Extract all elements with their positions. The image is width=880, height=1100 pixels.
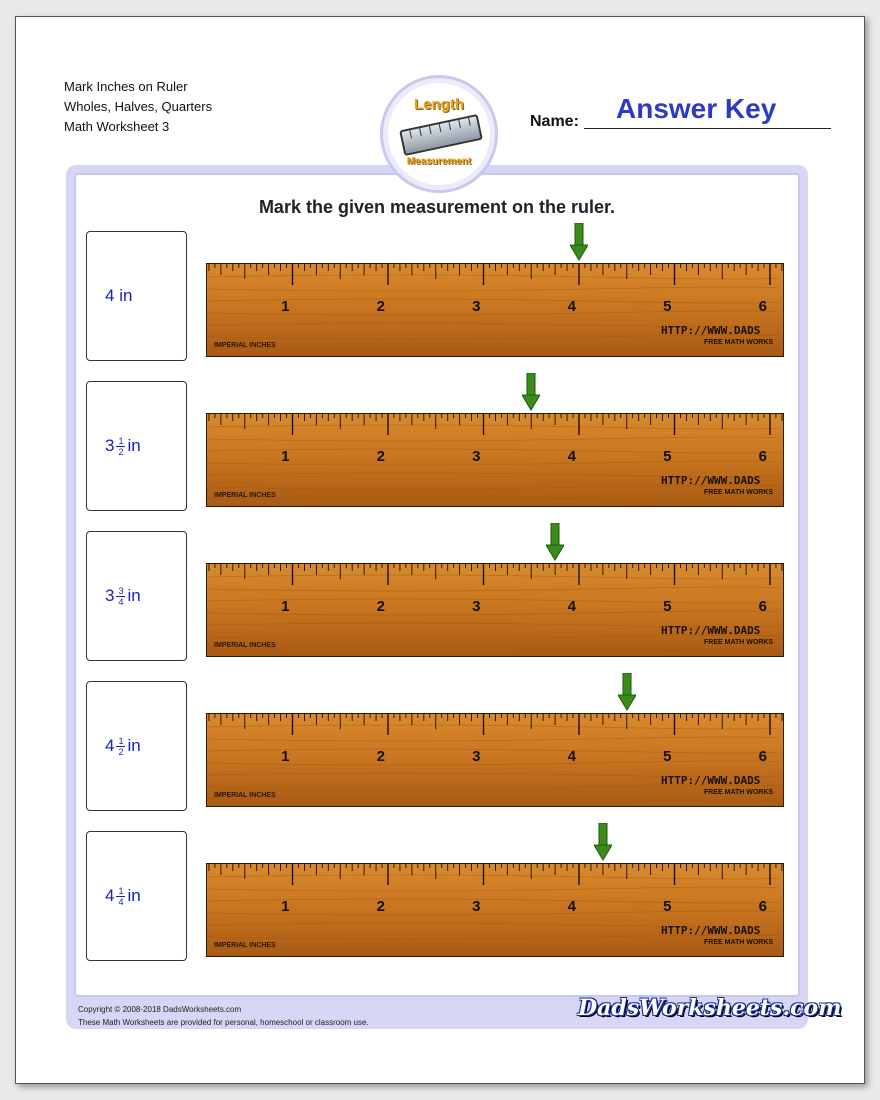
ruler-number: 1 [281, 898, 290, 915]
ruler-number: 5 [663, 298, 672, 315]
ruler-number: 2 [376, 448, 385, 465]
answer-box [86, 831, 187, 961]
measurement-label [105, 682, 141, 810]
ruler-number: 6 [758, 298, 767, 315]
worksheet-page [15, 16, 865, 1084]
fraction-numerator: 1 [118, 735, 124, 746]
worksheet-title: Mark Inches on Ruler [64, 79, 188, 94]
ruler-subtext: FREE MATH WORKS [704, 789, 774, 796]
ruler-number: 3 [472, 748, 481, 765]
ruler-brand-label: IMPERIAL INCHES [214, 642, 276, 649]
problem-row [76, 831, 796, 961]
logo-title: Length [414, 96, 464, 113]
down-arrow-icon [618, 673, 636, 711]
ruler-url: HTTP://WWW.DADS [661, 774, 761, 787]
ruler [206, 413, 784, 507]
arrow-head [594, 845, 612, 860]
name-label: Name: [530, 113, 579, 130]
ruler [206, 863, 784, 957]
unit-label: in [127, 886, 141, 905]
answer-key-text: Answer Key [616, 93, 777, 124]
ruler-subtext: FREE MATH WORKS [704, 939, 774, 946]
fraction-numerator: 3 [118, 585, 124, 596]
footer-text [78, 1003, 369, 1029]
fraction-denominator: 2 [118, 746, 124, 757]
arrow-shaft [551, 523, 559, 547]
worksheet-subtitle: Wholes, Halves, Quarters [64, 99, 213, 114]
down-arrow-icon [546, 523, 564, 561]
ruler-number: 2 [376, 298, 385, 315]
ruler-number: 6 [758, 598, 767, 615]
whole-number: 3 [105, 586, 115, 605]
problem-row [76, 681, 796, 811]
down-arrow-icon [570, 223, 588, 261]
measurement-label [105, 232, 132, 360]
ruler-number: 4 [567, 748, 576, 765]
instruction-text: Mark the given measurement on the ruler. [258, 197, 616, 217]
measurement-label [105, 382, 141, 510]
whole-number: 3 [105, 436, 115, 455]
fraction [116, 736, 125, 757]
arrow-shaft [599, 823, 607, 847]
ruler-number: 5 [663, 898, 672, 915]
ruler-number: 6 [758, 748, 767, 765]
problem-row [76, 531, 796, 661]
ruler-subtext: FREE MATH WORKS [704, 489, 774, 496]
ruler-number: 2 [376, 748, 385, 765]
arrow-head [618, 695, 636, 710]
ruler-subtext: FREE MATH WORKS [704, 339, 774, 346]
ruler-number: 5 [663, 448, 672, 465]
ruler-number: 1 [281, 298, 290, 315]
ruler-number: 3 [472, 448, 481, 465]
fraction-numerator: 1 [118, 435, 124, 446]
ruler-number: 2 [376, 898, 385, 915]
ruler-number: 5 [663, 748, 672, 765]
ruler-brand-label: IMPERIAL INCHES [214, 342, 276, 349]
fraction-numerator: 1 [118, 885, 124, 896]
unit-label: in [127, 736, 141, 755]
worksheet-header [64, 77, 212, 137]
down-arrow-icon [594, 823, 612, 861]
ruler-brand-label: IMPERIAL INCHES [214, 792, 276, 799]
ruler-number: 3 [472, 298, 481, 315]
problem-panel [66, 165, 842, 1029]
whole-number: 4 [105, 286, 115, 305]
ruler [206, 713, 784, 807]
arrow-head [522, 395, 540, 410]
ruler-number: 6 [758, 898, 767, 915]
unit-label: in [127, 586, 141, 605]
name-field[interactable] [584, 128, 831, 129]
ruler-number: 4 [567, 448, 576, 465]
copyright-text: Copyright © 2008-2018 DadsWorksheets.com [78, 1005, 242, 1014]
fraction-denominator: 4 [118, 896, 124, 907]
ruler-brand-label: IMPERIAL INCHES [214, 492, 276, 499]
ruler-number: 4 [567, 298, 576, 315]
usage-notice: These Math Worksheets are provided for personal, homeschool or classroom use. [78, 1018, 369, 1027]
arrow-shaft [623, 673, 631, 697]
arrow-head [570, 245, 588, 260]
answer-box [86, 681, 187, 811]
unit-label: in [119, 286, 133, 305]
unit-label: in [127, 436, 141, 455]
worksheet-number: Math Worksheet 3 [64, 119, 170, 134]
whole-number: 4 [105, 886, 115, 905]
ruler-subtext: FREE MATH WORKS [704, 639, 774, 646]
answer-box [86, 231, 187, 361]
ruler [206, 263, 784, 357]
ruler [206, 563, 784, 657]
arrow-shaft [575, 223, 583, 247]
ruler-number: 3 [472, 898, 481, 915]
ruler-brand-label: IMPERIAL INCHES [214, 942, 276, 949]
ruler-number: 3 [472, 598, 481, 615]
fraction [116, 586, 125, 607]
arrow-head [546, 545, 564, 560]
problem-row [76, 381, 796, 511]
answer-box [86, 531, 187, 661]
ruler-number: 1 [281, 748, 290, 765]
answer-box [86, 381, 187, 511]
ruler-number: 4 [567, 598, 576, 615]
ruler-number: 4 [567, 898, 576, 915]
measurement-label [105, 532, 141, 660]
fraction-denominator: 2 [118, 446, 124, 457]
ruler-number: 1 [281, 448, 290, 465]
whole-number: 4 [105, 736, 115, 755]
ruler-number: 2 [376, 598, 385, 615]
logo-subtitle: Measurement [406, 156, 472, 167]
ruler-url: HTTP://WWW.DADS [661, 924, 761, 937]
ruler-number: 1 [281, 598, 290, 615]
problem-area [74, 173, 800, 997]
length-measurement-logo [380, 75, 498, 193]
fraction [116, 886, 125, 907]
arrow-shaft [527, 373, 535, 397]
fraction-denominator: 4 [118, 596, 124, 607]
dadsworksheets-logo: DadsWorksheets.com [578, 995, 842, 1021]
ruler-url: HTTP://WWW.DADS [661, 624, 761, 637]
ruler-number: 6 [758, 448, 767, 465]
down-arrow-icon [522, 373, 540, 411]
ruler-number: 5 [663, 598, 672, 615]
ruler-icon [399, 114, 483, 156]
ruler-url: HTTP://WWW.DADS [661, 474, 761, 487]
ruler-url: HTTP://WWW.DADS [661, 324, 761, 337]
fraction [116, 436, 125, 457]
measurement-label [105, 832, 141, 960]
problem-row [76, 231, 796, 361]
